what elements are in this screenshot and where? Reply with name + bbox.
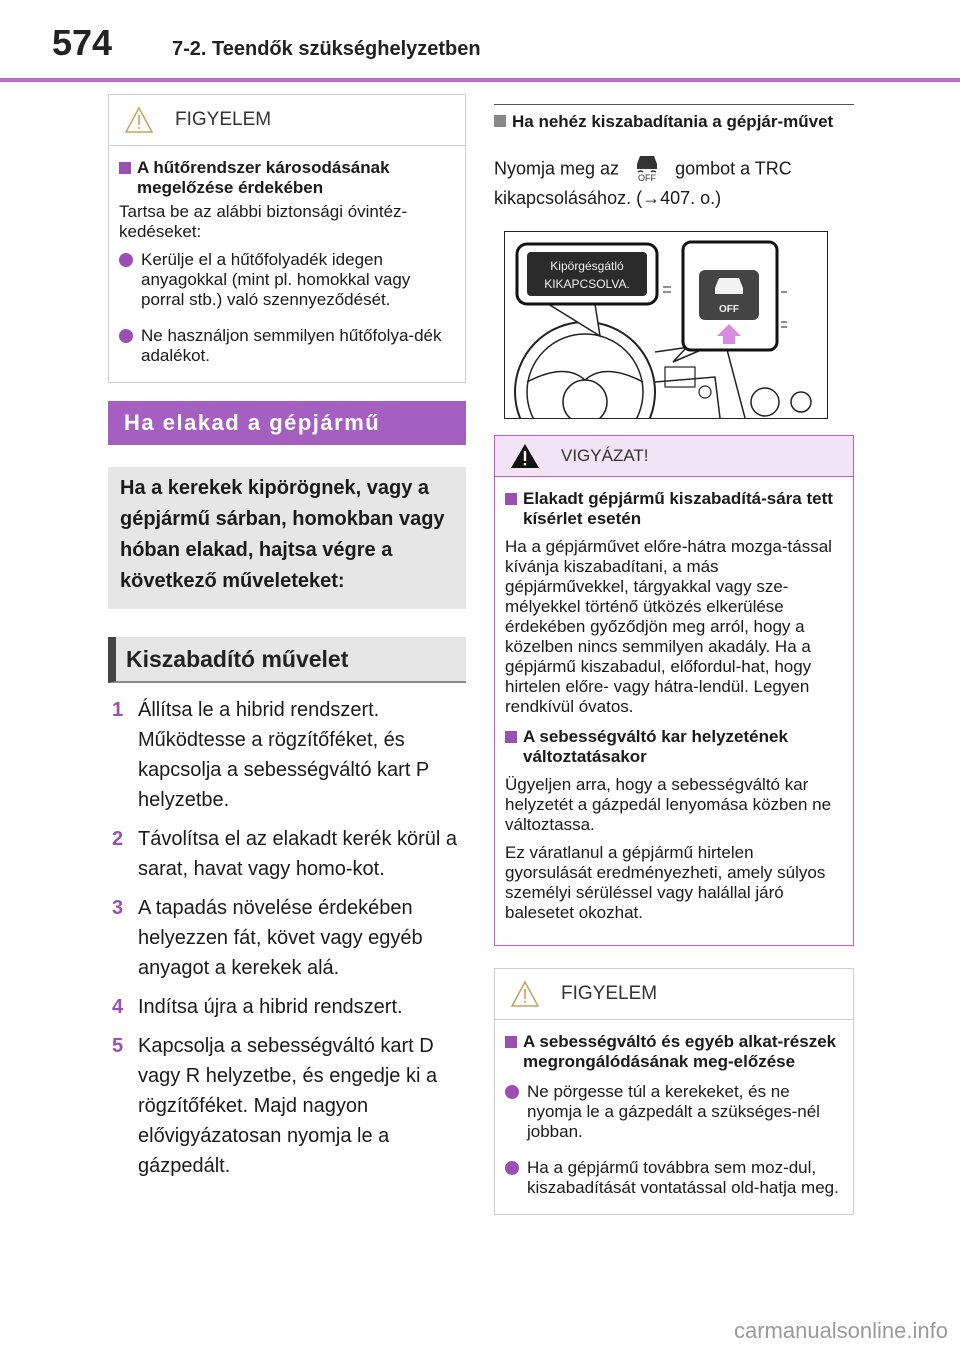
- notice-heading: A sebességváltó és egyéb alkat-részek megrongálódásának meg-előzése: [505, 1032, 841, 1072]
- notice-box-cooling: [108, 94, 466, 383]
- notice-heading: A hűtőrendszer károsodásának megelőzése érdekében: [119, 158, 453, 198]
- procedure-heading: Kiszabadító művelet: [108, 637, 466, 683]
- step-list: [108, 695, 466, 1181]
- step-number: 3: [112, 897, 124, 919]
- notice-bullet: Kerülje el a hűtőfolyadék idegen anyagokkal (mint pl. homokkal vagy porral stb.) való szennyeződését.: [119, 250, 453, 310]
- notice-intro: Tartsa be az alábbi biztonsági óvintéz-kedéseket:: [119, 202, 408, 241]
- step-text: Állítsa le a hibrid rendszert. Működtesse a rögzítőféket, és kapcsolja a sebességváltó kart P helyzetbe.: [138, 699, 429, 811]
- round-bullet-icon: [505, 1085, 519, 1099]
- step-number: 4: [112, 996, 124, 1018]
- caution-header: [495, 436, 853, 477]
- divider: [494, 104, 854, 105]
- trc-button-illustration: [504, 231, 828, 419]
- round-bullet-icon: [505, 1161, 519, 1175]
- notice-header: [495, 969, 853, 1020]
- step-item: [108, 695, 466, 815]
- intro-box: Ha a kerekek kipörögnek, vagy a gépjármű sárban, homokban vagy hóban elakad, hajtsa végre a következő műveleteket:: [108, 467, 466, 609]
- trc-heading: Ha nehéz kiszabadítania a gépjár-művet: [494, 111, 854, 132]
- notice-bullet: Ha a gépjármű továbbra sem moz-dul, kiszabadítását vontatással old-hatja meg.: [505, 1158, 841, 1198]
- step-number: 1: [112, 699, 124, 721]
- notice-title: FIGYELEM: [175, 109, 272, 130]
- caution-paragraph: Ez váratlanul a gépjármű hirtelen gyorsulását eredményezheti, amely súlyos személyi sérüléssel vagy halállal járó balesetet okozhat.: [505, 843, 826, 922]
- step-number: 5: [112, 1035, 124, 1057]
- square-bullet-icon: [505, 731, 517, 743]
- notice-bullet: Ne pörgesse túl a kerekeket, és ne nyomja le a gázpedált a szükséges-nél jobban.: [505, 1082, 841, 1142]
- square-bullet-icon: [505, 493, 517, 505]
- trc-off-icon: [632, 152, 662, 187]
- page-header: [0, 0, 960, 82]
- trc-instruction: Nyomja meg az OFF gombot a TRC kikapcsolásához. (→407. o.): [494, 152, 854, 209]
- section-title: 7-2. Teendők szükséghelyzetben: [172, 38, 481, 60]
- caution-heading: Elakadt gépjármű kiszabadítá-sára tett kísérlet esetén: [505, 489, 841, 529]
- right-column: [494, 104, 854, 1215]
- left-column: [108, 94, 466, 1190]
- step-number: 2: [112, 828, 124, 850]
- svg-text:Kipörgésgátló: Kipörgésgátló: [550, 259, 624, 273]
- round-bullet-icon: [119, 253, 133, 267]
- round-bullet-icon: [119, 329, 133, 343]
- caution-outline-icon: [495, 980, 555, 1008]
- step-item: [108, 893, 466, 983]
- caution-box: [494, 435, 854, 946]
- section-band: Ha elakad a gépjármű: [108, 401, 466, 445]
- step-text: A tapadás növelése érdekében helyezzen fát, követ vagy egyéb anyagot a kerekek alá.: [138, 897, 423, 979]
- svg-text:OFF: OFF: [719, 304, 739, 315]
- step-item: [108, 824, 466, 884]
- step-item: [108, 992, 466, 1022]
- step-text: Kapcsolja a sebességváltó kart D vagy R helyzetbe, és engedje ki a rögzítőféket. Majd nagyon elővigyázatosan nyomja le a gázpedált.: [138, 1035, 438, 1177]
- svg-text:KIKAPCSOLVA.: KIKAPCSOLVA.: [544, 277, 630, 291]
- step-text: Távolítsa el az elakadt kerék körül a sarat, havat vagy homo-kot.: [138, 828, 458, 880]
- notice-bullet: Ne használjon semmilyen hűtőfolya-dék adalékot.: [119, 326, 453, 366]
- square-bullet-icon: [119, 162, 131, 174]
- caution-heading: A sebességváltó kar helyzetének változtatásakor: [505, 727, 841, 767]
- caution-paragraph: Ha a gépjárművet előre-hátra mozga-tással kívánja kiszabadítani, a más gépjárművekkel, tárgyakkal vagy sze-mélyekkel történő ütközés elkerülése érdekében győződjön meg arról, hogy a közelben nincs semmilyen akadály. Ha a gépjármű kiszabadul, előfordul-hat, hogy hirtelen előre- vagy hátra-lendül. Legyen rendkívül óvatos.: [505, 537, 832, 716]
- caution-paragraph: Ügyeljen arra, hogy a sebességváltó kar helyzetét a gázpedál lenyomása közben ne változtassa.: [505, 775, 832, 834]
- caution-outline-icon: [109, 106, 169, 134]
- square-bullet-icon: [505, 1036, 517, 1048]
- watermark-footer: carmanualsonline.info: [733, 1318, 948, 1343]
- notice-title: FIGYELEM: [561, 983, 658, 1004]
- page-number: 574: [52, 22, 113, 63]
- svg-text:OFF: OFF: [638, 173, 657, 182]
- warning-icon: [495, 443, 555, 469]
- caution-title: VIGYÁZAT!: [561, 446, 649, 465]
- step-text: Indítsa újra a hibrid rendszert.: [138, 996, 403, 1018]
- step-item: [108, 1031, 466, 1181]
- square-bullet-icon: [494, 115, 506, 127]
- notice-box-transmission: [494, 968, 854, 1215]
- notice-header: [109, 95, 465, 146]
